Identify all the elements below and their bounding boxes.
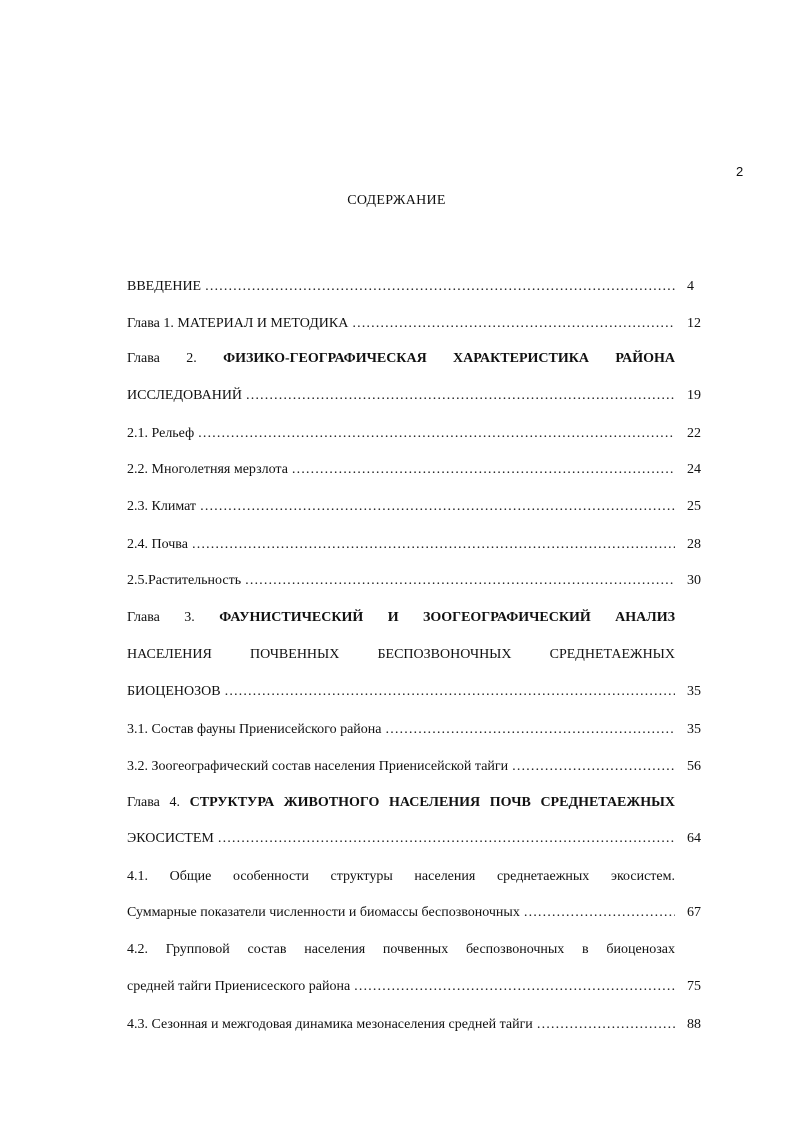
toc-entry-text: 4.3. Сезонная и межгодовая динамика мезонаселения средней тайги …………………………………………………………………………………………………………………………………………………………………………………………………………………: [127, 1015, 675, 1035]
toc-entry-chapter-3-line-2: [127, 645, 707, 665]
toc-entry-text: [127, 793, 675, 813]
chapter-label: Глава 3.: [127, 610, 195, 625]
page-number: 2: [736, 164, 744, 179]
chapter-title: СТРУКТУРА ЖИВОТНОГО НАСЕЛЕНИЯ ПОЧВ СРЕДНЕТАЕЖНЫХ: [189, 795, 675, 810]
toc-entry-3-1: [127, 720, 707, 740]
toc-entry-chapter-4-line-1: [127, 793, 707, 813]
toc-entry-text: 4.1. Общие особенности структуры населения среднетаежных экосистем.: [127, 869, 675, 884]
toc-entry-2-2: [127, 460, 707, 480]
toc-entry-2-5: [127, 571, 707, 591]
toc-page-number: 30: [687, 573, 701, 588]
toc-entry-text: ВВЕДЕНИЕ …………………………………………………………………………………………………………………………………………………………………………………………………………………: [127, 277, 675, 297]
toc-page-number: 67: [687, 905, 701, 920]
toc-page-number: 12: [687, 316, 701, 331]
toc-page-number: 4: [687, 279, 694, 294]
chapter-title: ФАУНИСТИЧЕСКИЙ И ЗООГЕОГРАФИЧЕСКИЙ АНАЛИЗ: [219, 610, 675, 625]
toc-entry-text: Суммарные показатели численности и биомассы беспозвоночных …………………………………………………………………………………………………………………………………………………………………………………………………………………: [127, 903, 675, 923]
toc-entry-2-1: [127, 424, 707, 444]
chapter-label: Глава 4.: [127, 795, 180, 810]
toc-entry-text: Глава 1. МАТЕРИАЛ И МЕТОДИКА …………………………………………………………………………………………………………………………………………………………………………………………………………………: [127, 314, 675, 334]
toc-entry-chapter-1: [127, 314, 707, 334]
toc-page-number: 88: [687, 1017, 701, 1032]
toc-page-number: 19: [687, 388, 701, 403]
toc-entry-text: 3.2. Зоогеографический состав населения Приенисейской тайги …………………………………………………………………………………………………………………………………………………………………………………………………………………: [127, 757, 675, 777]
toc-page-number: 28: [687, 537, 701, 552]
toc-page-number: 56: [687, 759, 701, 774]
toc-page-number: 35: [687, 684, 701, 699]
toc-entry-3-2: [127, 757, 707, 777]
toc-entry-text: БИОЦЕНОЗОВ …………………………………………………………………………………………………………………………………………………………………………………………………………………: [127, 682, 675, 702]
toc-entry-text: [127, 608, 675, 628]
toc-page-number: 25: [687, 499, 701, 514]
toc-page-number: 64: [687, 831, 701, 846]
toc-entry-text: НАСЕЛЕНИЯ ПОЧВЕННЫХ БЕСПОЗВОНОЧНЫХ СРЕДНЕТАЕЖНЫХ: [127, 647, 675, 662]
chapter-label: Глава 2.: [127, 351, 197, 366]
toc-entry-2-3: [127, 497, 707, 517]
toc-entry-chapter-3-line-1: [127, 608, 707, 628]
toc-entry-chapter-3-line-3: [127, 682, 707, 702]
toc-entry-text: ЭКОСИСТЕМ …………………………………………………………………………………………………………………………………………………………………………………………………………………: [127, 829, 675, 849]
toc-entry-text: 3.1. Состав фауны Приенисейского района …………………………………………………………………………………………………………………………………………………………………………………………………………………: [127, 720, 675, 740]
toc-entry-chapter-4-line-2: [127, 829, 707, 849]
toc-entry-text: 2.3. Климат …………………………………………………………………………………………………………………………………………………………………………………………………………………: [127, 497, 675, 517]
toc-entry-intro: [127, 277, 707, 297]
toc-entry-chapter-2-line-2: [127, 386, 707, 406]
toc-entry-text: 2.2. Многолетняя мерзлота …………………………………………………………………………………………………………………………………………………………………………………………………………………: [127, 460, 675, 480]
toc-entry-text: 4.2. Групповой состав населения почвенных беспозвоночных в биоценозах: [127, 942, 675, 957]
toc-page-number: 24: [687, 462, 701, 477]
toc-entry-text: ИССЛЕДОВАНИЙ …………………………………………………………………………………………………………………………………………………………………………………………………………………: [127, 386, 675, 406]
toc-entry-4-3: [127, 1015, 707, 1035]
toc-entry-4-1-line-2: [127, 903, 707, 923]
toc-entry-text: 2.1. Рельеф …………………………………………………………………………………………………………………………………………………………………………………………………………………: [127, 424, 675, 444]
toc-page-number: 75: [687, 979, 701, 994]
page-title: СОДЕРЖАНИЕ: [347, 193, 446, 208]
toc-entry-4-2-line-1: [127, 940, 707, 960]
toc-entry-text: [127, 349, 675, 369]
toc-entry-2-4: [127, 535, 707, 555]
toc-entry-4-2-line-2: [127, 977, 707, 997]
toc-entry-text: 2.4. Почва …………………………………………………………………………………………………………………………………………………………………………………………………………………: [127, 535, 675, 555]
toc-entry-chapter-2-line-1: [127, 349, 707, 369]
toc-entry-4-1-line-1: [127, 867, 707, 887]
chapter-title: ФИЗИКО-ГЕОГРАФИЧЕСКАЯ ХАРАКТЕРИСТИКА РАЙОНА: [223, 351, 675, 366]
toc-page-number: 35: [687, 722, 701, 737]
toc-entry-text: 2.5.Растительность …………………………………………………………………………………………………………………………………………………………………………………………………………………: [127, 571, 675, 591]
toc-entry-text: средней тайги Приенисеского района …………………………………………………………………………………………………………………………………………………………………………………………………………………: [127, 977, 675, 997]
toc-page-number: 22: [687, 426, 701, 441]
